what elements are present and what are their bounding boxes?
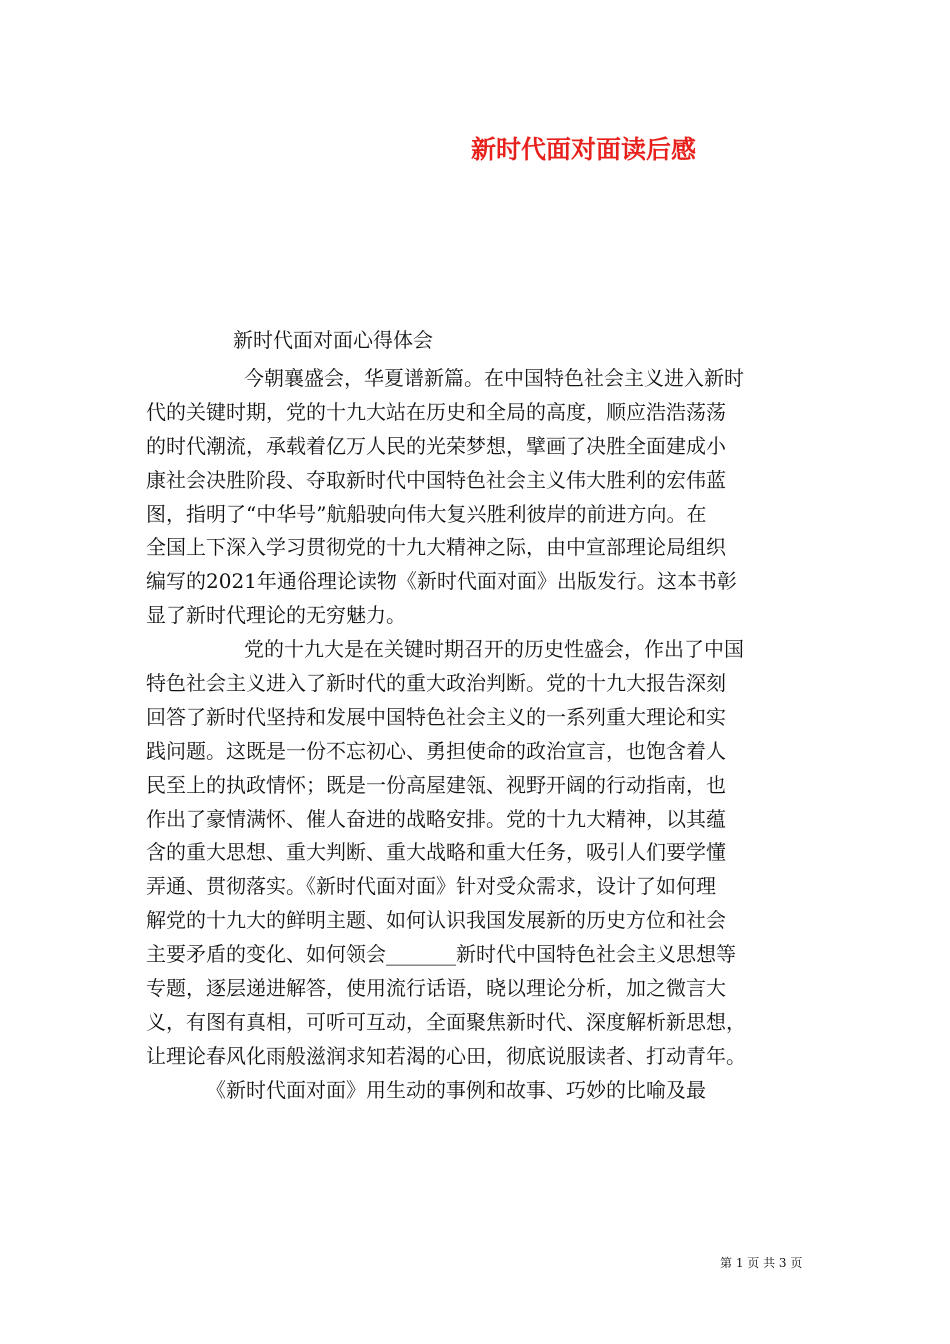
body-line: 全国上下深入学习贯彻党的十九大精神之际，由中宣部理论局组织	[146, 535, 726, 560]
body-line: 践问题。这既是一份不忘初心、勇担使命的政治宣言，也饱含着人	[146, 738, 726, 763]
body-line: 专题，逐层递进解答，使用流行话语，晓以理论分析，加之微言大	[146, 976, 726, 1001]
body-line: 特色社会主义进入了新时代的重大政治判断。党的十九大报告深刻	[146, 671, 726, 696]
body-line: 回答了新时代坚持和发展中国特色社会主义的一系列重大理论和实	[146, 704, 726, 729]
body-line: 代的关键时期，党的十九大站在历史和全局的高度，顺应浩浩荡荡	[146, 399, 726, 424]
body-line: 含的重大思想、重大判断、重大战略和重大任务，吸引人们要学懂	[146, 840, 726, 865]
document-title: 新时代面对面读后感	[471, 135, 697, 164]
body-line: 党的十九大是在关键时期召开的历史性盛会，作出了中国	[244, 637, 744, 662]
document-body	[146, 362, 816, 1108]
page-number-footer: 第 1 页 共 3 页	[720, 1256, 803, 1270]
body-line: 让理论春风化雨般滋润求知若渴的心田，彻底说服读者、打动青年。	[146, 1043, 746, 1068]
body-line: 主要矛盾的变化、如何领会_______新时代中国特色社会主义思想等	[146, 942, 736, 967]
body-line: 编写的2021年通俗理论读物《新时代面对面》出版发行。这本书彰	[146, 569, 737, 594]
body-line: 康社会决胜阶段、夺取新时代中国特色社会主义伟大胜利的宏伟蓝	[146, 467, 726, 492]
body-line: 图，指明了“中华号”航船驶向伟大复兴胜利彼岸的前进方向。在	[146, 501, 707, 526]
body-line: 今朝襄盛会，华夏谱新篇。在中国特色社会主义进入新时	[244, 366, 744, 390]
body-line: 显了新时代理论的无穷魅力。	[146, 603, 406, 628]
body-line: 的时代潮流，承载着亿万人民的光荣梦想，擘画了决胜全面建成小	[146, 433, 726, 458]
body-line: 《新时代面对面》用生动的事例和故事、巧妙的比喻及最	[206, 1077, 706, 1102]
body-line: 民至上的执政情怀；既是一份高屋建瓴、视野开阔的行动指南，也	[146, 772, 726, 797]
body-line: 作出了豪情满怀、催人奋进的战略安排。党的十九大精神，以其蕴	[146, 806, 726, 831]
body-line: 弄通、贯彻落实。《新时代面对面》针对受众需求，设计了如何理	[146, 874, 716, 899]
document-subtitle: 新时代面对面心得体会	[233, 328, 433, 352]
body-line: 解党的十九大的鲜明主题、如何认识我国发展新的历史方位和社会	[146, 908, 726, 933]
body-line: 义，有图有真相，可听可互动，全面聚焦新时代、深度解析新思想，	[146, 1009, 746, 1034]
